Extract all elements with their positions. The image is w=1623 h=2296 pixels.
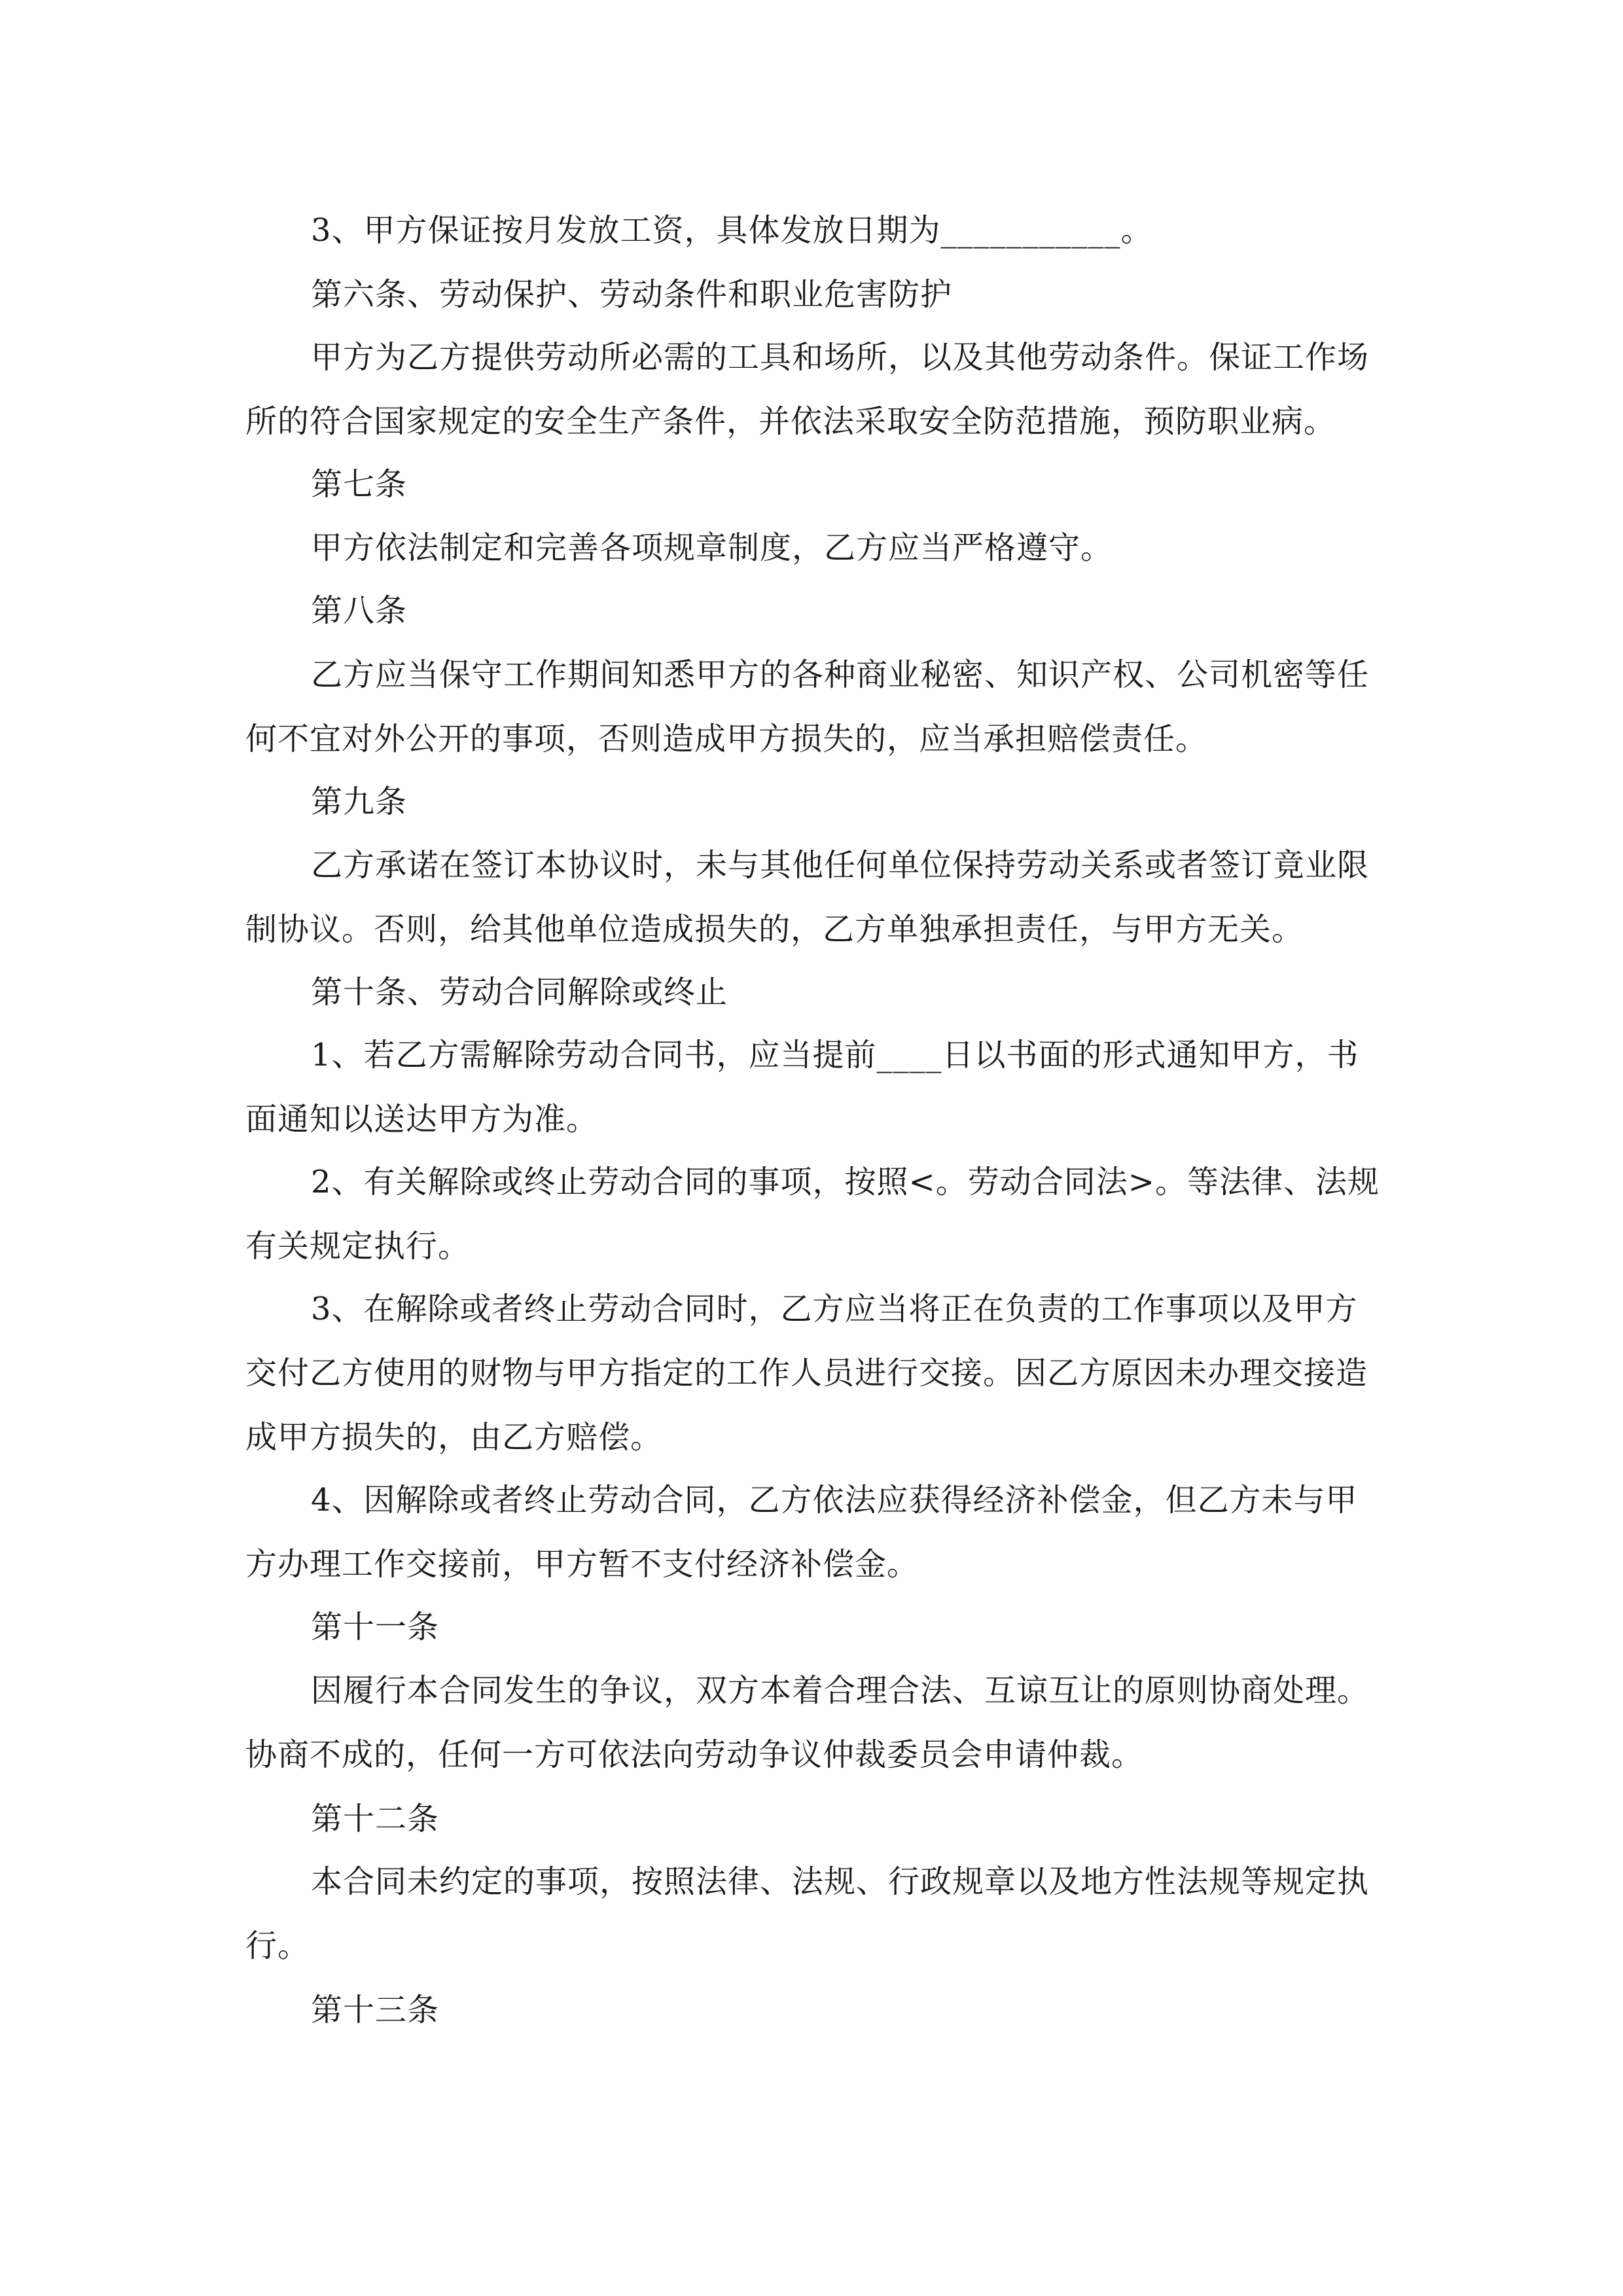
paragraph-article-10-item-4: 4、因解除或者终止劳动合同，乙方依法应获得经济补偿金，但乙方未与甲方办理工作交接前，甲方暂不支付经济补偿金。 <box>245 1482 1358 1583</box>
paragraph-article-8-body: 乙方应当保守工作期间知悉甲方的各种商业秘密、知识产权、公司机密等任何不宜对外公开的事项，否则造成甲方损失的，应当承担赔偿责任。 <box>245 656 1370 757</box>
paragraph-article-11-body: 因履行本合同发生的争议，双方本着合理合法、互谅互让的原则协商处理。协商不成的，任何一方可依法向劳动争议仲裁委员会申请仲裁。 <box>245 1672 1370 1773</box>
paragraph-article-6-body: 甲方为乙方提供劳动所必需的工具和场所，以及其他劳动条件。保证工作场所的符合国家规定的安全生产条件，并依法采取安全防范措施，预防职业病。 <box>245 339 1370 440</box>
paragraph-article-9-body: 乙方承诺在签订本协议时，未与其他任何单位保持劳动关系或者签订竟业限制协议。否则，给其他单位造成损失的，乙方单独承担责任，与甲方无关。 <box>245 847 1370 948</box>
heading-article-6: 第六条、劳动保护、劳动条件和职业危害防护 <box>311 276 953 313</box>
heading-article-8: 第八条 <box>311 592 408 629</box>
paragraph-article-7-body: 甲方依法制定和完善各项规章制度，乙方应当严格遵守。 <box>311 529 1113 566</box>
paragraph-article-10-item-2: 2、有关解除或终止劳动合同的事项，按照<。劳动合同法>。等法律、法规有关规定执行。 <box>245 1164 1380 1265</box>
paragraph-article-10-item-1: 1、若乙方需解除劳动合同书，应当提前____日以书面的形式通知甲方，书面通知以送达甲方为准。 <box>245 1037 1359 1138</box>
heading-article-7: 第七条 <box>311 466 408 503</box>
heading-article-9: 第九条 <box>311 783 408 820</box>
paragraph-article-12-body: 本合同未约定的事项，按照法律、法规、行政规章以及地方性法规等规定执行。 <box>245 1863 1370 1964</box>
heading-article-12: 第十二条 <box>311 1801 440 1837</box>
heading-article-13: 第十三条 <box>311 1992 440 2028</box>
paragraph-article-10-item-3: 3、在解除或者终止劳动合同时，乙方应当将正在负责的工作事项以及甲方交付乙方使用的财物与甲方指定的工作人员进行交接。因乙方原因未办理交接造成甲方损失的，由乙方赔偿。 <box>245 1291 1368 1456</box>
heading-article-11: 第十一条 <box>311 1609 440 1645</box>
heading-article-10: 第十条、劳动合同解除或终止 <box>311 974 728 1011</box>
paragraph-salary-date: 3、甲方保证按月发放工资，具体发放日期为___________。 <box>311 212 1153 249</box>
